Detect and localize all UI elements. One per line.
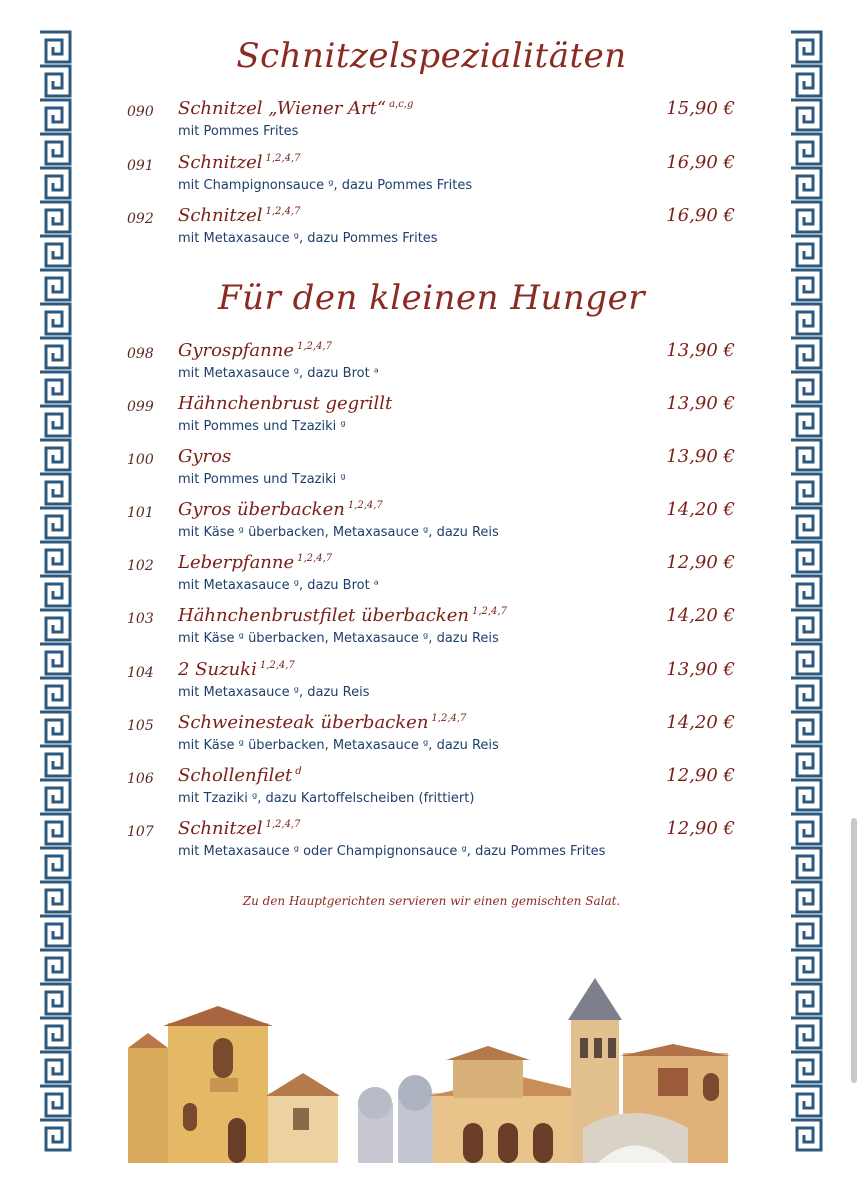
item-name: 2 Suzuki $^{1,2,4,7}$: [178, 659, 295, 680]
item-price: 13,90 €: [666, 659, 735, 680]
item-number: 102: [127, 558, 154, 574]
item-allergens: 1,2,4,7: [259, 660, 295, 671]
greek-key-tile-icon: [40, 1052, 70, 1082]
item-name: Leberpfanne $^{1,2,4,7}$: [178, 552, 333, 573]
item-price: 12,90 €: [666, 765, 735, 786]
item-description: mit Käse ᵍ überbacken, Metaxasauce ᵍ, dazu Reis: [178, 738, 499, 753]
item-name: Schweinesteak überbacken $^{1,2,4,7}$: [178, 712, 467, 733]
item-name: Gyros: [178, 446, 232, 467]
menu-item: [0, 552, 863, 602]
item-price: 15,90 €: [666, 98, 735, 119]
item-description: mit Metaxasauce ᵍ oder Champignonsauce ᵍ, dazu Pommes Frites: [178, 844, 606, 859]
item-description: mit Champignonsauce ᵍ, dazu Pommes Frites: [178, 178, 473, 193]
menu-item: [0, 605, 863, 655]
item-number: 092: [127, 211, 154, 227]
menu-item: [0, 152, 863, 202]
menu-item: [0, 393, 863, 443]
item-number: 098: [127, 346, 154, 362]
item-number: 103: [127, 611, 154, 627]
item-allergens: 1,2,4,7: [471, 606, 507, 617]
item-price: 13,90 €: [666, 393, 735, 414]
item-number: 101: [127, 505, 154, 521]
item-price: 12,90 €: [666, 552, 735, 573]
item-allergens: 1,2,4,7: [431, 713, 467, 724]
item-allergens: 1,2,4,7: [265, 153, 301, 164]
greek-key-tile-icon: [791, 916, 821, 946]
greek-key-tile-icon: [40, 1120, 70, 1150]
item-description: mit Käse ᵍ überbacken, Metaxasauce ᵍ, dazu Reis: [178, 631, 499, 646]
greek-key-tile-icon: [40, 984, 70, 1014]
item-description: mit Käse ᵍ überbacken, Metaxasauce ᵍ, dazu Reis: [178, 525, 499, 540]
item-number: 100: [127, 452, 154, 468]
item-price: 13,90 €: [666, 340, 735, 361]
greek-key-tile-icon: [40, 950, 70, 980]
item-price: 13,90 €: [666, 446, 735, 467]
item-description: mit Metaxasauce ᵍ, dazu Reis: [178, 685, 370, 700]
item-allergens: 1,2,4,7: [265, 819, 301, 830]
item-number: 106: [127, 771, 154, 787]
item-name: Schnitzel $^{1,2,4,7}$: [178, 152, 301, 173]
item-price: 12,90 €: [666, 818, 735, 839]
menu-item: [0, 818, 863, 868]
item-allergens: 1,2,4,7: [296, 341, 332, 352]
item-number: 090: [127, 104, 154, 120]
item-name: Hähnchenbrust gegrillt: [178, 393, 393, 414]
item-price: 14,20 €: [666, 712, 735, 733]
item-number: 105: [127, 718, 154, 734]
item-description: mit Pommes Frites: [178, 124, 299, 139]
item-name: Gyros überbacken $^{1,2,4,7}$: [178, 499, 383, 520]
menu-item: [0, 659, 863, 709]
item-number: 104: [127, 665, 154, 681]
greek-key-tile-icon: [791, 1120, 821, 1150]
section-title-kleiner-hunger: Für den kleinen Hunger: [218, 278, 645, 318]
item-price: 14,20 €: [666, 499, 735, 520]
menu-item: [0, 765, 863, 815]
greek-key-tile-icon: [40, 1018, 70, 1048]
venice-skyline-icon: [128, 978, 732, 1168]
greek-key-tile-icon: [791, 1086, 821, 1116]
item-price: 16,90 €: [666, 152, 735, 173]
greek-key-tile-icon: [791, 1052, 821, 1082]
menu-item: [0, 712, 863, 762]
item-allergens: a,c,g: [389, 99, 414, 110]
item-description: mit Metaxasauce ᵍ, dazu Brot ᵃ: [178, 578, 379, 593]
item-price: 14,20 €: [666, 605, 735, 626]
greek-key-tile-icon: [791, 984, 821, 1014]
item-name: Schnitzel $^{1,2,4,7}$: [178, 818, 301, 839]
item-name: Schollenfilet $^d$: [178, 765, 302, 786]
item-name: Schnitzel „Wiener Art“ $^{a,c,g}$: [178, 98, 414, 119]
item-name: Hähnchenbrustfilet überbacken $^{1,2,4,7}$: [178, 605, 507, 626]
menu-item: [0, 340, 863, 390]
menu-item: [0, 98, 863, 148]
scrollbar[interactable]: [851, 818, 857, 1083]
menu-item: [0, 205, 863, 255]
item-allergens: 1,2,4,7: [347, 500, 383, 511]
item-allergens: 1,2,4,7: [265, 206, 301, 217]
item-description: mit Pommes und Tzaziki ᵍ: [178, 419, 346, 434]
greek-key-tile-icon: [40, 1086, 70, 1116]
item-description: mit Metaxasauce ᵍ, dazu Pommes Frites: [178, 231, 438, 246]
section-title-schnitzel: Schnitzelspezialitäten: [236, 36, 627, 76]
item-description: mit Pommes und Tzaziki ᵍ: [178, 472, 346, 487]
menu-item: [0, 446, 863, 496]
greek-key-tile-icon: [791, 1018, 821, 1048]
item-number: 099: [127, 399, 154, 415]
item-name: Schnitzel $^{1,2,4,7}$: [178, 205, 301, 226]
item-number: 107: [127, 824, 154, 840]
footer-note: Zu den Hauptgerichten servieren wir einen gemischten Salat.: [242, 894, 621, 908]
greek-key-tile-icon: [791, 950, 821, 980]
item-price: 16,90 €: [666, 205, 735, 226]
item-number: 091: [127, 158, 154, 174]
item-allergens: 1,2,4,7: [297, 553, 333, 564]
greek-key-tile-icon: [40, 916, 70, 946]
menu-item: [0, 499, 863, 549]
item-description: mit Metaxasauce ᵍ, dazu Brot ᵃ: [178, 366, 379, 381]
item-name: Gyrospfanne $^{1,2,4,7}$: [178, 340, 332, 361]
item-allergens: d: [295, 766, 302, 777]
item-description: mit Tzaziki ᵍ, dazu Kartoffelscheiben (frittiert): [178, 791, 475, 806]
